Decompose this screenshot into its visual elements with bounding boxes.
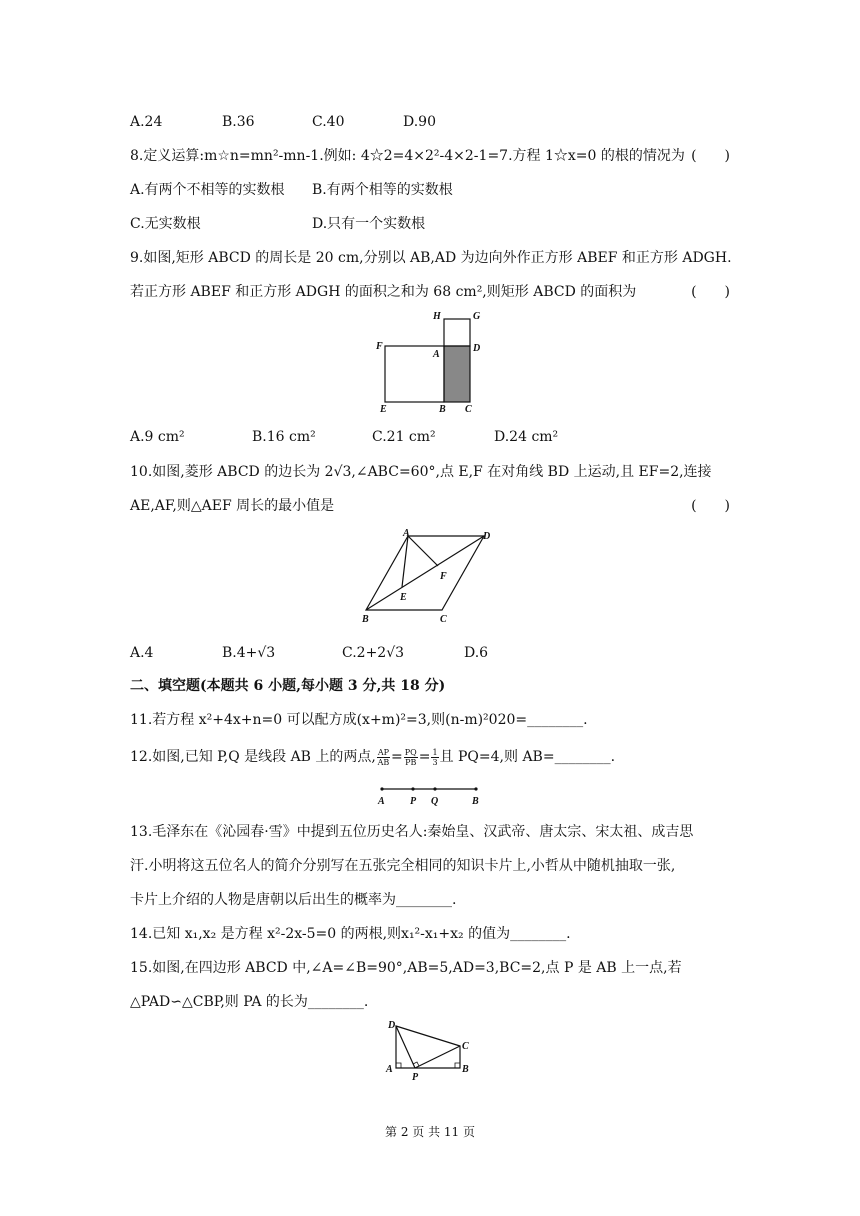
q13-stem-line1: 13.毛泽东在《沁园春·雪》中提到五位历史名人:秦始皇、汉武帝、唐太宗、宋太祖、成吉思: [130, 824, 694, 840]
label-b: B: [362, 614, 369, 625]
q10-stem-line1: 10.如图,菱形 ABCD 的边长为 2√3,∠ABC=60°,点 E,F 在对角线 BD 上运动,且 EF=2,连接: [130, 464, 712, 480]
label-c: C: [462, 1041, 469, 1052]
q12-fraction-pq-pb: [404, 748, 418, 767]
label-g: G: [473, 311, 481, 322]
point-a: [380, 787, 383, 790]
right-angle-b: [455, 1063, 460, 1068]
diagonal-bd: [366, 536, 484, 610]
label-d: D: [473, 343, 481, 354]
label-b: B: [472, 796, 479, 807]
q10-option-c: C.2+2√3: [342, 645, 405, 661]
q7-option-c: C.40: [312, 114, 345, 130]
q12-text-pre: 12.如图,已知 P,Q 是线段 AB 上的两点,: [130, 749, 376, 765]
label-a: A: [433, 349, 440, 360]
label-d: D: [483, 531, 491, 542]
q15-stem-line2: △PAD∽△CBP,则 PA 的长为________.: [130, 994, 369, 1010]
label-a: A: [403, 528, 410, 539]
label-p: P: [410, 796, 417, 807]
frac-num: PQ: [404, 747, 417, 757]
frac-num: 1: [432, 747, 438, 757]
q8-option-c: C.无实数根: [130, 216, 201, 232]
q9-option-b: B.16 cm²: [252, 429, 316, 445]
q9-rectangle-figure: [370, 306, 490, 418]
frac-den: 3: [432, 757, 438, 767]
q10-option-a: A.4: [130, 645, 154, 661]
label-a: A: [386, 1064, 393, 1075]
q12-segment-figure: [370, 782, 490, 808]
q13-stem-line3: 卡片上介绍的人物是唐朝以后出生的概率为________.: [130, 892, 457, 908]
frac-den: AB: [377, 757, 390, 767]
segment-ae: [402, 536, 408, 587]
segment-dp: [396, 1026, 415, 1068]
label-c: C: [465, 404, 472, 415]
q12-stem: [130, 747, 615, 767]
q12-text-post: 且 PQ=4,则 AB=________.: [439, 749, 616, 765]
label-b: B: [439, 404, 446, 415]
equals-sign: =: [418, 749, 431, 765]
label-h: H: [433, 311, 441, 322]
label-d: D: [388, 1020, 396, 1031]
q12-fraction-ap-ab: [377, 748, 390, 767]
section-2-heading: 二、填空题(本题共 6 小题,每小题 3 分,共 18 分): [130, 678, 446, 694]
label-p: P: [412, 1072, 419, 1083]
point-b: [474, 787, 477, 790]
q12-fraction-one-third: [431, 748, 438, 767]
square-adgh: [444, 319, 470, 346]
label-f: F: [376, 341, 383, 352]
label-b: B: [462, 1064, 469, 1075]
label-a: A: [378, 796, 385, 807]
q9-stem-line1: 9.如图,矩形 ABCD 的周长是 20 cm,分别以 AB,AD 为边向外作正方形 ABEF 和正方形 ADGH.: [130, 250, 732, 266]
q9-option-a: A.9 cm²: [130, 429, 185, 445]
q7-option-b: B.36: [222, 114, 255, 130]
segment-pc: [415, 1046, 460, 1068]
q7-option-a: A.24: [130, 114, 163, 130]
q7-option-d: D.90: [403, 114, 436, 130]
q10-stem-line2: AE,AF,则△AEF 周长的最小值是: [130, 498, 335, 514]
q10-option-b: B.4+√3: [222, 645, 276, 661]
q8-option-d: D.只有一个实数根: [312, 216, 426, 232]
q8-option-b: B.有两个相等的实数根: [312, 182, 453, 198]
q14-stem: 14.已知 x₁,x₂ 是方程 x²-2x-5=0 的两根,则x₁²-x₁+x₂ 的值为________.: [130, 926, 571, 942]
right-angle-a: [396, 1063, 401, 1068]
frac-num: AP: [377, 747, 390, 757]
q9-answer-paren: ( ): [691, 284, 730, 300]
label-q: Q: [431, 796, 439, 807]
point-q: [433, 787, 436, 790]
equals-sign: =: [391, 749, 403, 765]
label-e: E: [400, 592, 407, 603]
q9-stem-line2: 若正方形 ABEF 和正方形 ADGH 的面积之和为 68 cm²,则矩形 ABCD 的面积为: [130, 284, 637, 300]
label-e: E: [380, 404, 387, 415]
q8-answer-paren: ( ): [691, 148, 730, 164]
frac-den: PB: [405, 757, 417, 767]
q9-option-d: D.24 cm²: [494, 429, 559, 445]
point-p: [411, 787, 414, 790]
q10-answer-paren: ( ): [691, 498, 730, 514]
q13-stem-line2: 汗.小明将这五位名人的简介分别写在五张完全相同的知识卡片上,小哲从中随机抽取一张,: [130, 858, 676, 874]
page-footer: 第 2 页 共 11 页: [385, 1125, 475, 1139]
label-f: F: [440, 571, 447, 582]
segment-af: [408, 536, 438, 566]
q15-stem-line1: 15.如图,在四边形 ABCD 中,∠A=∠B=90°,AB=5,AD=3,BC=2,点 P 是 AB 上一点,若: [130, 960, 682, 976]
q8-stem: 8.定义运算:m☆n=mn²-mn-1.例如: 4☆2=4×2²-4×2-1=7.方程 1☆x=0 的根的情况为: [130, 148, 685, 164]
q15-quadrilateral-figure: [380, 1016, 480, 1086]
label-c: C: [440, 614, 447, 625]
rect-abcd-shaded: [444, 346, 470, 402]
q8-option-a: A.有两个不相等的实数根: [130, 182, 285, 198]
q9-option-c: C.21 cm²: [372, 429, 436, 445]
q10-option-d: D.6: [464, 645, 489, 661]
q10-rhombus-figure: [360, 528, 500, 628]
q11-stem: 11.若方程 x²+4x+n=0 可以配方成(x+m)²=3,则(n-m)²020=________.: [130, 712, 588, 728]
